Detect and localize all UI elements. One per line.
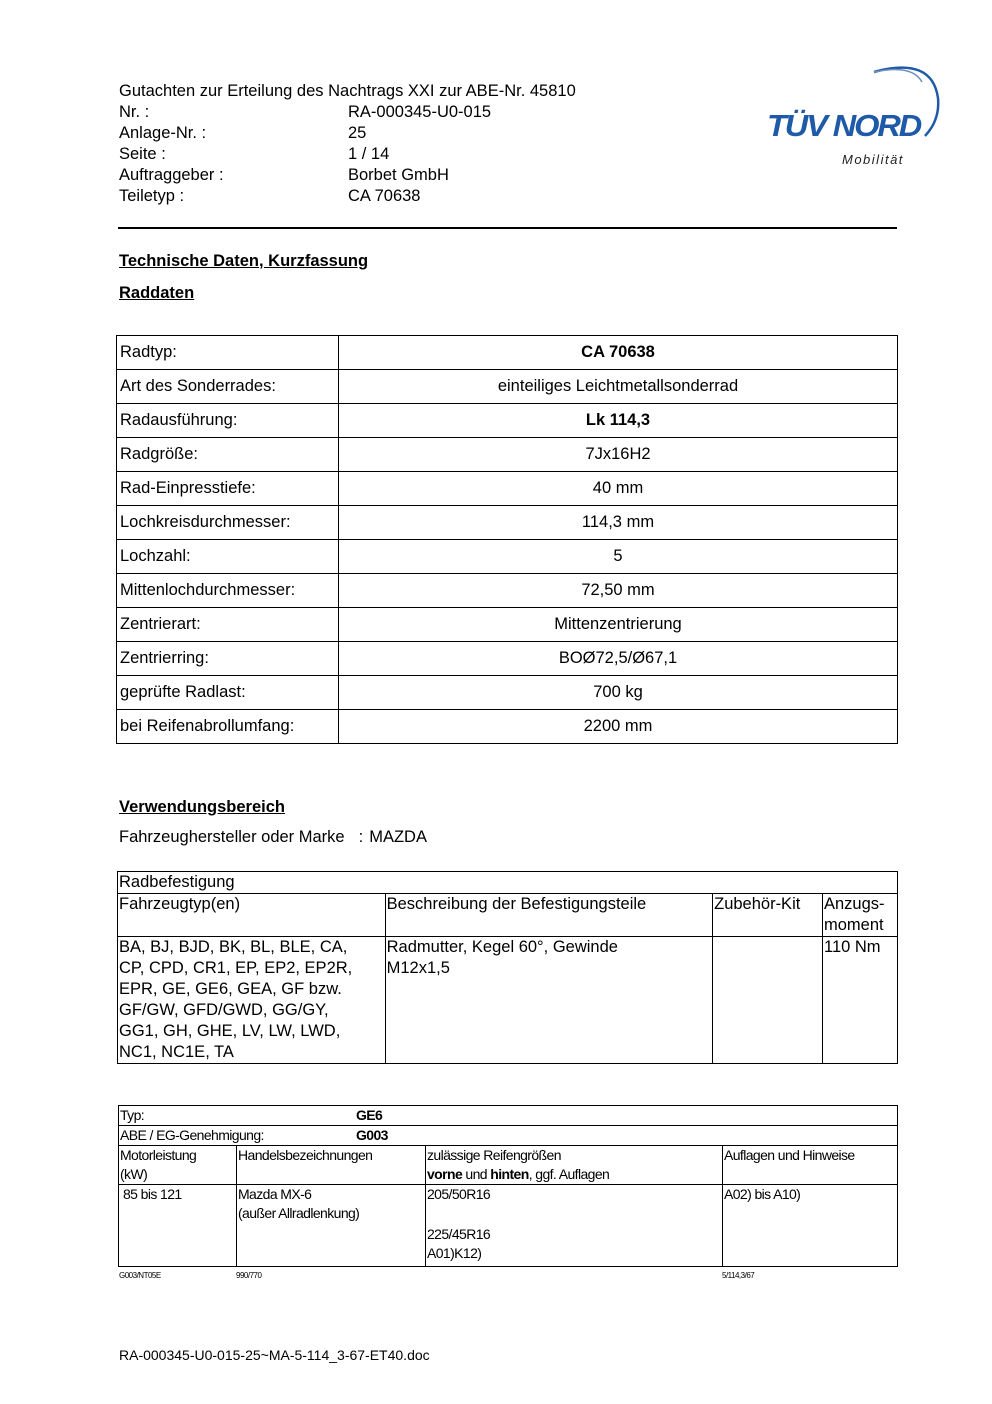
row-value: 7Jx16H2 [339,438,898,472]
row-label: bei Reifenabrollumfang: [117,710,339,744]
header-row-nr [119,102,576,123]
section-heading-technische-daten: Technische Daten, Kurzfassung [119,252,369,270]
torque-cell: 110 Nm [823,937,898,1064]
fixing-description-cell [385,937,712,1064]
vehicle-types-line: NC1, NC1E, TA [119,1043,234,1061]
row-label: Mittenlochdurchmesser: [117,574,339,608]
wheel-fixing-table [117,871,898,1064]
header-accessory-kit: Zubehör-Kit [713,894,823,937]
vehicle-types-line: CP, CPD, CR1, EP, EP2, EP2R, [119,959,353,977]
tyre-spacer [427,1204,721,1225]
document-filename: RA-000345-U0-015-25~MA-5-114_3-67-ET40.doc [119,1347,430,1363]
row-value: 114,3 mm [339,506,898,540]
manufacturer-label: Fahrzeughersteller oder Marke [119,828,345,846]
table-row [118,937,898,1064]
row-value: 5 [339,540,898,574]
fixing-description-line: M12x1,5 [386,959,450,977]
row-label: geprüfte Radlast: [117,676,339,710]
header-trade-names: Handelsbezeichnungen [237,1146,426,1185]
fixing-description-line: Radmutter, Kegel 60°, Gewinde [386,938,618,956]
header-value: CA 70638 [348,187,421,205]
wheel-data-table [116,335,898,744]
row-value: Lk 114,3 [339,404,898,438]
footnote-code: 5/114,3/67 [722,1271,755,1280]
table-row [117,642,898,676]
table-header-row [119,1146,898,1185]
row-label: Zentrierring: [117,642,339,676]
vehicle-types-line: BA, BJ, BJD, BK, BL, BLE, CA, [119,938,348,956]
table-row [117,438,898,472]
row-value: Mittenzentrierung [339,608,898,642]
fixing-title: Radbefestigung [118,872,898,894]
logo-brand: TÜV NORD [767,108,921,143]
table-row [117,608,898,642]
header-tyres-rest: , ggf. Auflagen [528,1166,610,1182]
header-torque-line1: Anzugs- [824,895,885,913]
vehicle-types-line: GG1, GH, GHE, LV, LW, LWD, [119,1022,341,1040]
row-label: Radausführung: [117,404,339,438]
header-torque-line2: moment [824,916,884,934]
abe-value: G003 [356,1127,388,1143]
tyre-notes: A01)K12) [427,1245,482,1261]
trade-name-line: (außer Allradlenkung) [238,1205,360,1221]
table-row [119,1185,898,1267]
table-row [117,676,898,710]
row-value: BOØ72,5/Ø67,1 [339,642,898,676]
tyre-size: 225/45R16 [427,1226,491,1242]
accessory-kit-cell [713,937,823,1064]
header-row-seite [119,144,576,165]
trade-name-cell [237,1185,426,1267]
header-row-teiletyp [119,186,576,207]
trade-name-line: Mazda MX-6 [238,1186,312,1202]
table-row [117,540,898,574]
row-label: Radgröße: [117,438,339,472]
footnote-code: 990/770 [236,1271,262,1280]
table-row [117,404,898,438]
abe-label: ABE / EG-Genehmigung: [120,1127,264,1143]
tuev-nord-logo [762,58,942,173]
header-label: Teiletyp : [119,187,185,205]
header-power-text: Motorleistung [120,1147,197,1163]
header-tyres-front: vorne [427,1166,463,1182]
header-label: Seite : [119,145,166,163]
row-value: einteiliges Leichtmetallsonderrad [339,370,898,404]
header-value: 25 [348,124,367,142]
notes-cell: A02) bis A10) [723,1185,898,1267]
vehicle-types-cell [118,937,386,1064]
table-row [119,1126,898,1146]
table-header-row [118,894,898,937]
table-row [117,506,898,540]
table-row [118,872,898,894]
row-label: Rad-Einpresstiefe: [117,472,339,506]
tyre-size: 205/50R16 [427,1186,491,1202]
section-heading-raddaten: Raddaten [119,284,195,302]
header-tyre-sizes [426,1146,723,1185]
row-label: Lochkreisdurchmesser: [117,506,339,540]
logo-subtitle: Mobilität [842,152,904,167]
typ-label: Typ: [120,1107,145,1123]
typ-value: GE6 [356,1107,383,1123]
row-value: 40 mm [339,472,898,506]
table-row [117,574,898,608]
vehicle-types-line: EPR, GE, GE6, GEA, GF bzw. [119,980,342,998]
header-torque [823,894,898,937]
row-value: CA 70638 [339,336,898,370]
manufacturer-value: MAZDA [369,828,427,846]
manufacturer-line [119,828,427,847]
header-label: Anlage-Nr. : [119,124,207,142]
row-label: Art des Sonderrades: [117,370,339,404]
row-label: Lochzahl: [117,540,339,574]
vehicle-types-line: GF/GW, GFD/GWD, GG/GY, [119,1001,329,1019]
row-value: 2200 mm [339,710,898,744]
header-row-auftraggeber [119,165,576,186]
header-vehicle-types: Fahrzeugtyp(en) [118,894,386,937]
document-header [119,81,576,207]
abe-row [119,1126,898,1146]
header-tyres-and: und [465,1166,487,1182]
row-value: 700 kg [339,676,898,710]
tyre-cell [426,1185,723,1267]
header-tyres-rear: hinten [490,1166,529,1182]
row-label: Radtyp: [117,336,339,370]
header-divider [118,227,897,229]
header-label: Nr. : [119,103,150,121]
header-power-unit: (kW) [120,1166,148,1182]
header-notes: Auflagen und Hinweise [723,1146,898,1185]
table-row [117,336,898,370]
header-power [119,1146,237,1185]
typ-row [119,1106,898,1126]
header-row-anlage [119,123,576,144]
section-heading-verwendungsbereich: Verwendungsbereich [119,798,285,816]
header-value: RA-000345-U0-015 [348,103,492,121]
header-tyres-sub [427,1165,721,1184]
type-approval-table [118,1105,898,1267]
header-tyres-text: zulässige Reifengrößen [427,1147,561,1163]
manufacturer-separator: : [358,828,364,846]
header-fixing-description: Beschreibung der Befestigungsteile [385,894,712,937]
power-cell: 85 bis 121 [119,1185,237,1267]
table-row [117,472,898,506]
header-label: Auftraggeber : [119,166,224,184]
footnote-code: G003/NT05E [119,1271,161,1280]
header-value: Borbet GmbH [348,166,449,184]
table-row [119,1106,898,1126]
row-label: Zentrierart: [117,608,339,642]
row-value: 72,50 mm [339,574,898,608]
table-row [117,370,898,404]
report-title: Gutachten zur Erteilung des Nachtrags XXI zur ABE-Nr. 45810 [119,82,576,100]
header-value: 1 / 14 [348,145,390,163]
table-row [117,710,898,744]
